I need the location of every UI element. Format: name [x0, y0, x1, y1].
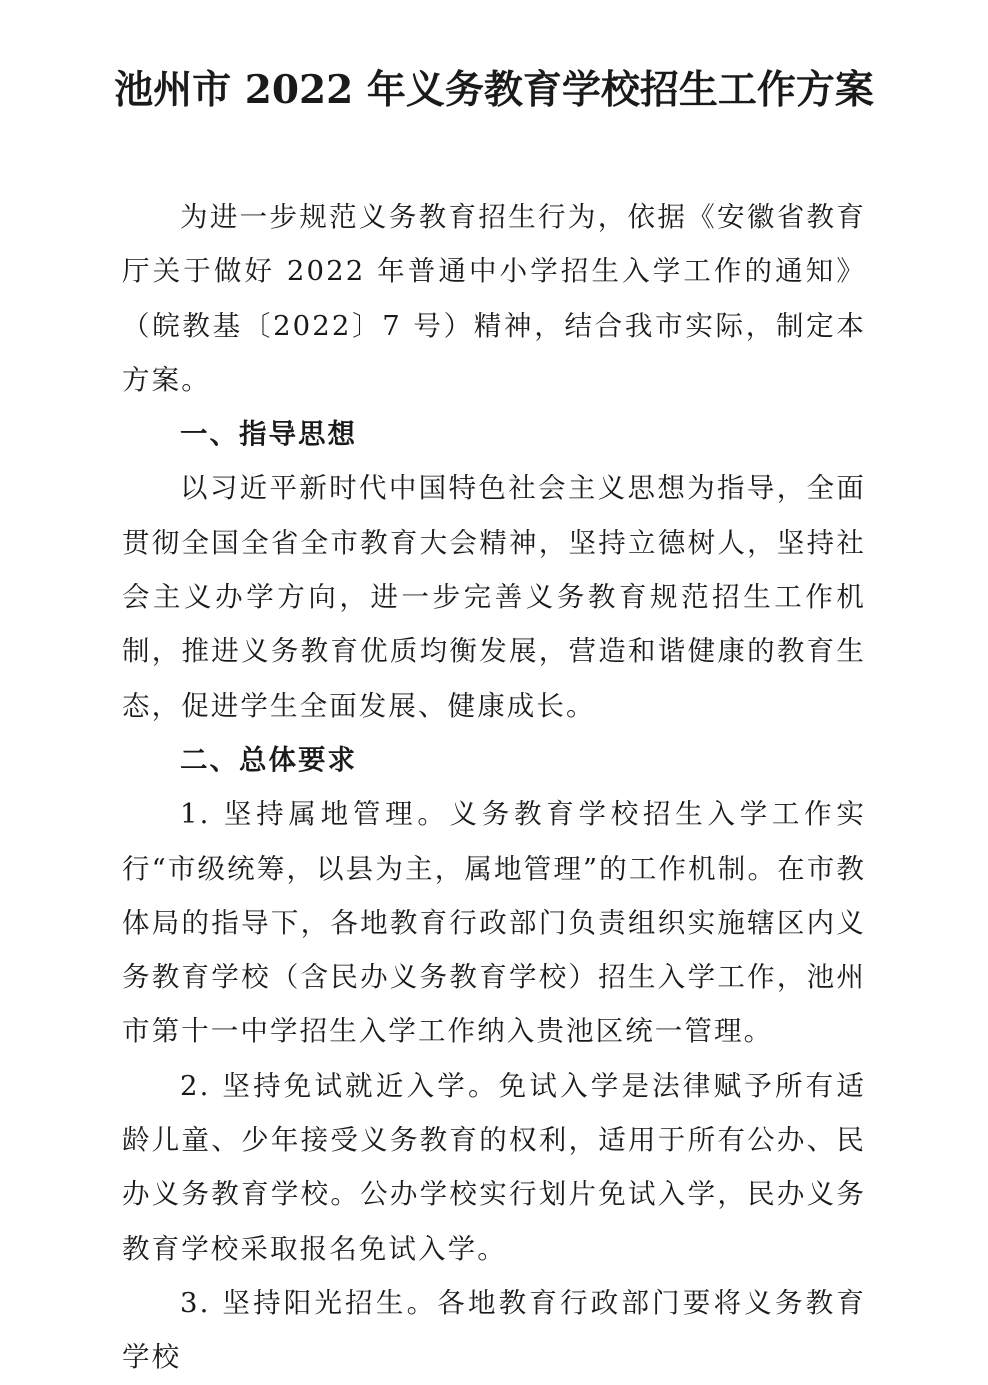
- requirement-paragraph-1: 1. 坚持属地管理。义务教育学校招生入学工作实行“市级统筹，以县为主，属地管理”的工作机制。在市教体局的指导下，各地教育行政部门负责组织实施辖区内义务教育学校（含民办义务教育学校）招生入学工作，池州市第十一中学招生入学工作纳入贵池区统一管理。: [122, 798, 866, 1048]
- requirement-paragraph-2: 2. 坚持免试就近入学。免试入学是法律赋予所有适龄儿童、少年接受义务教育的权利，适用于所有公办、民办义务教育学校。公办学校实行划片免试入学，民办义务教育学校采取报名免试入学。: [122, 1069, 866, 1265]
- document-body: [122, 190, 866, 1385]
- document-title: 池州市 2022 年义务教育学校招生工作方案: [114, 67, 874, 113]
- requirement-paragraph-3: 3. 坚持阳光招生。各地教育行政部门要将义务教育学校: [122, 1286, 866, 1374]
- section-heading-general-requirements: 二、总体要求: [180, 743, 357, 776]
- intro-paragraph: 为进一步规范义务教育招生行为，依据《安徽省教育厅关于做好 2022 年普通中小学招生入学工作的通知》（皖教基〔2022〕7 号）精神，结合我市实际，制定本方案。: [122, 201, 866, 396]
- section-heading-guiding-ideology: 一、指导思想: [180, 418, 357, 451]
- guiding-ideology-paragraph: 以习近平新时代中国特色社会主义思想为指导，全面贯彻全国全省全市教育大会精神，坚持立德树人，坚持社会主义办学方向，进一步完善义务教育规范招生工作机制，推进义务教育优质均衡发展，营造和谐健康的教育生态，促进学生全面发展、健康成长。: [122, 472, 866, 722]
